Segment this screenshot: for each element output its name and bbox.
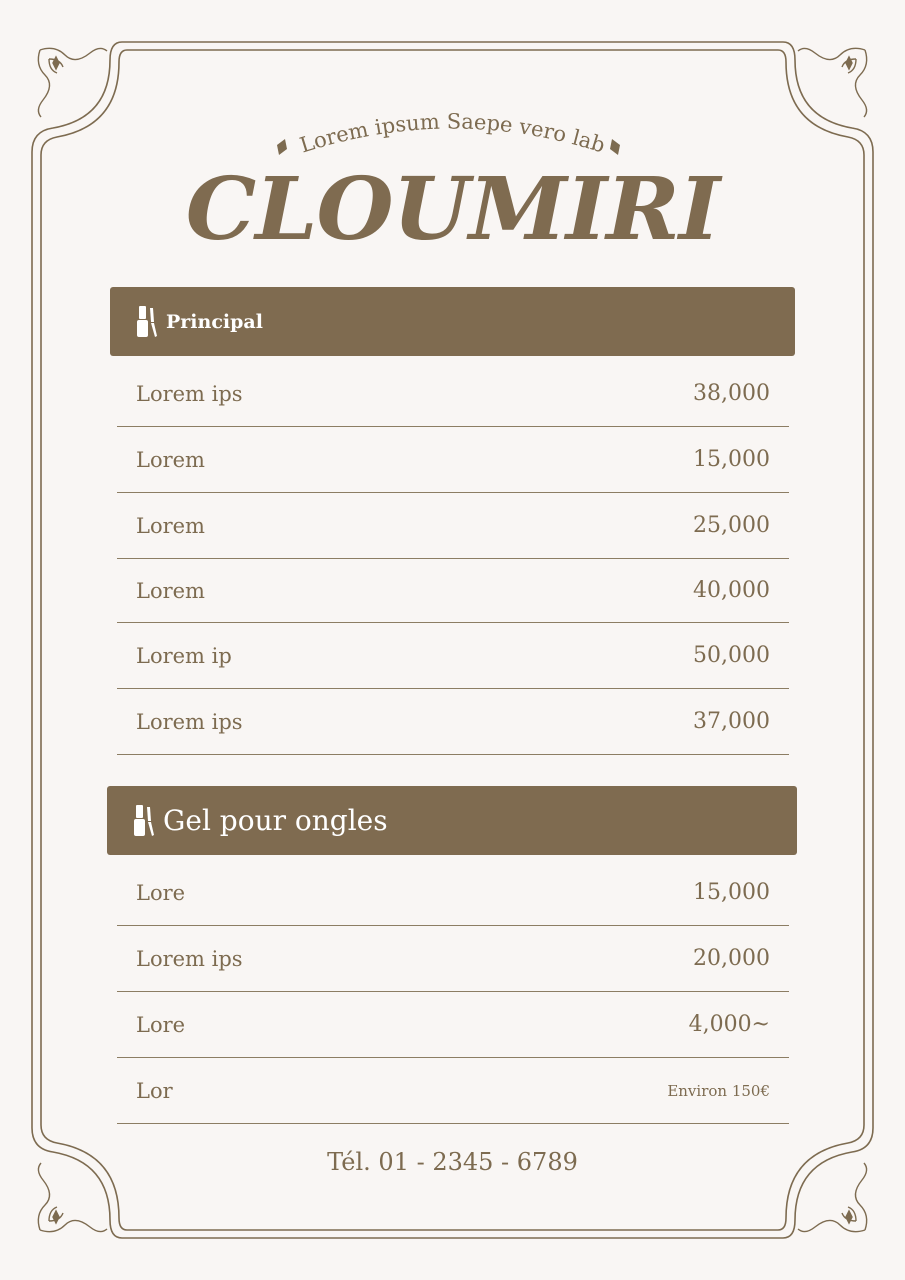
section-header-principal [110,287,795,356]
item-price: 40,000 [693,578,770,603]
item-price: 25,000 [693,513,770,538]
section-header-gel [107,786,797,855]
section-title: Principal [166,310,263,333]
item-name: Lorem [136,578,205,603]
list-item [117,361,789,427]
item-name: Lorem [136,513,205,538]
menu-list-principal [117,361,789,755]
item-name: Lorem [136,447,205,472]
nail-polish-icon [136,306,158,338]
list-item [117,427,789,493]
menu-list-gel [117,860,789,1124]
svg-text:Lorem ipsum Saepe vero lab [297,109,608,157]
item-name: Lorem ip [136,643,232,668]
phone-number: Tél. 01 - 2345 - 6789 [327,1148,578,1176]
item-name: Lorem ips [136,946,243,971]
item-price: 20,000 [693,946,770,971]
item-price: 50,000 [693,643,770,668]
item-name: Lor [136,1078,173,1103]
diamond-right-icon [610,139,620,155]
item-price: 37,000 [693,709,770,734]
item-name: Lorem ips [136,709,243,734]
list-item [117,1058,789,1124]
list-item [117,926,789,992]
item-price: 4,000~ [688,1012,770,1037]
item-price: 15,000 [693,447,770,472]
brand-title: CLOUMIRI [185,159,720,260]
list-item [117,689,789,755]
list-item [117,559,789,623]
item-price: 38,000 [693,381,770,406]
diamond-left-icon [277,139,287,155]
nail-polish-icon [133,805,155,837]
item-price: 15,000 [693,880,770,905]
item-price: Environ 150€ [667,1081,770,1100]
tagline: Lorem ipsum Saepe vero lab [296,109,609,158]
list-item [117,493,789,559]
section-title: Gel pour ongles [163,804,388,837]
item-name: Lore [136,1012,186,1037]
list-item [117,992,789,1058]
item-name: Lorem ips [136,381,243,406]
list-item [117,623,789,689]
list-item [117,860,789,926]
item-name: Lore [136,880,186,905]
